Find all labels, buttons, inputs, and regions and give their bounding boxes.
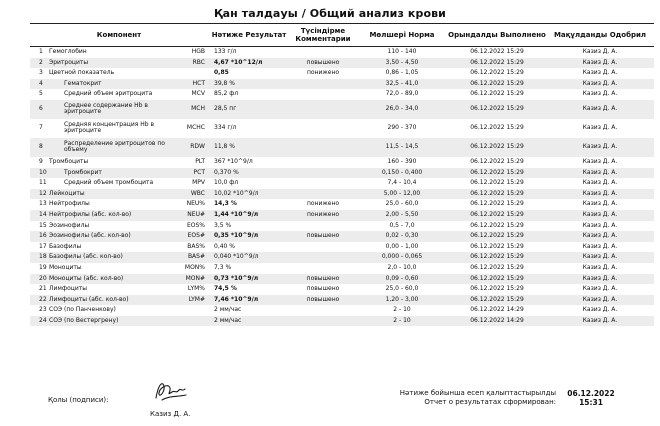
- comment-text: [290, 168, 356, 179]
- component-name: Средний объем эритроцита: [64, 90, 153, 98]
- results-table: [30, 23, 654, 326]
- norm-range: 7,4 - 10,4: [387, 179, 417, 187]
- component-name: Распределение эритроцитов по объему: [48, 138, 176, 157]
- approved-by: Казиз Д. А.: [582, 124, 618, 132]
- result-value: 0,73 *10^9/л: [208, 274, 290, 285]
- component-name: Базофилы (абс. кол-во): [48, 252, 176, 263]
- comment-text: [290, 89, 356, 100]
- performed-datetime: 06.12.2022 14:29: [470, 306, 524, 314]
- table-row: [30, 284, 654, 295]
- component-name: Базофилы: [49, 242, 82, 250]
- footer-time: 15:31: [579, 398, 603, 407]
- row-number: 6: [30, 100, 48, 119]
- table-row: [30, 221, 654, 232]
- approved-by: Казиз Д. А.: [582, 242, 618, 250]
- result-value: 7,3 %: [214, 264, 232, 271]
- approved-by: Казиз Д. А.: [546, 252, 654, 263]
- approved-by: Казиз Д. А.: [582, 264, 618, 271]
- component-code: MPV: [192, 179, 205, 187]
- table-row: [30, 68, 654, 79]
- component-code: MCHC: [186, 124, 205, 132]
- row-number: 23: [39, 306, 47, 314]
- component-code: [176, 305, 208, 316]
- component-code: EOS#: [176, 231, 208, 242]
- comment-text: [290, 221, 356, 232]
- component-code: PCT: [176, 168, 208, 179]
- component-code: MON#: [176, 274, 208, 285]
- row-number: 8: [30, 138, 48, 157]
- performed-datetime: 06.12.2022 15:29: [448, 295, 546, 306]
- approved-by: Казиз Д. А.: [546, 231, 654, 242]
- result-value: 367 *10^9/л: [214, 158, 253, 166]
- component-name: СОЭ (по Панченкову): [49, 306, 116, 314]
- approved-by: Казиз Д. А.: [546, 295, 654, 306]
- norm-range: 290 - 370: [387, 124, 417, 132]
- component-name: Среднее содержание Hb в эритроците: [48, 100, 176, 119]
- component-name: Моноциты (абс. кол-во): [48, 274, 176, 285]
- norm-range: 72,0 - 89,0: [385, 90, 419, 98]
- comment-text: [290, 316, 356, 327]
- norm-range: 3,50 - 4,50: [356, 58, 448, 69]
- component-code: WBC: [176, 189, 208, 200]
- result-value: 334 г/л: [214, 124, 237, 132]
- table-row: [30, 316, 654, 327]
- approved-by: Казиз Д. А.: [546, 58, 654, 69]
- col-header-comment: Түсіндірме Комментарии: [290, 24, 356, 47]
- approved-by: Казиз Д. А.: [582, 158, 618, 166]
- signer-name: Казиз Д. А.: [150, 410, 191, 418]
- component-code: NEU%: [186, 200, 205, 208]
- row-number: 18: [30, 252, 48, 263]
- approved-by: Казиз Д. А.: [582, 200, 618, 208]
- report-footer: [380, 389, 620, 407]
- norm-range: 1,20 - 3,00: [356, 295, 448, 306]
- performed-datetime: 06.12.2022 15:29: [470, 242, 524, 250]
- row-number: 17: [39, 242, 47, 250]
- approved-by: Казиз Д. А.: [582, 306, 618, 314]
- comment-text: [290, 100, 356, 119]
- row-number: 15: [39, 221, 47, 229]
- component-code: RDW: [176, 138, 208, 157]
- component-name: Моноциты: [49, 264, 82, 271]
- norm-range: 0,09 - 0,60: [356, 274, 448, 285]
- comment-text: [290, 119, 356, 138]
- norm-range: 2 - 10: [356, 316, 448, 327]
- norm-range: 2 - 10: [393, 306, 411, 314]
- component-code: NEU#: [176, 210, 208, 221]
- result-value: 3,5 %: [214, 221, 232, 229]
- signature-label: Қолы (подписи):: [48, 396, 109, 404]
- comment-text: [290, 242, 356, 253]
- result-value: 0,370 %: [208, 168, 290, 179]
- comment-text: [290, 252, 356, 263]
- component-code: [176, 316, 208, 327]
- comment-text: [290, 79, 356, 90]
- norm-range: 2,00 - 5,50: [356, 210, 448, 221]
- component-code: PLT: [195, 158, 205, 166]
- comment-text: [290, 138, 356, 157]
- row-number: 3: [39, 69, 43, 77]
- performed-datetime: 06.12.2022 15:29: [448, 231, 546, 242]
- approved-by: Казиз Д. А.: [582, 221, 618, 229]
- component-name: Тромбокрит: [48, 168, 176, 179]
- table-row: [30, 138, 654, 157]
- row-number: 16: [30, 231, 48, 242]
- norm-range: 5,00 - 12,00: [356, 189, 448, 200]
- norm-range: 110 - 140: [387, 48, 417, 56]
- component-code: [176, 68, 208, 79]
- component-name: Лейкоциты: [48, 189, 176, 200]
- norm-range: 25,0 - 60,0: [385, 200, 419, 208]
- performed-datetime: 06.12.2022 15:29: [448, 138, 546, 157]
- result-value: 0,35 *10^9/л: [208, 231, 290, 242]
- approved-by: Казиз Д. А.: [546, 316, 654, 327]
- performed-datetime: 06.12.2022 15:29: [448, 58, 546, 69]
- approved-by: Казиз Д. А.: [582, 179, 618, 187]
- result-value: 2 мм/час: [214, 306, 242, 314]
- component-name: Средний объем тромбоцита: [64, 179, 154, 187]
- row-number: 9: [39, 158, 43, 166]
- performed-datetime: 06.12.2022 15:29: [448, 168, 546, 179]
- performed-datetime: 06.12.2022 15:29: [470, 221, 524, 229]
- component-code: HGB: [191, 48, 205, 56]
- norm-range: 11,5 - 14,5: [356, 138, 448, 157]
- signature-image: [150, 376, 192, 408]
- result-value: 74,5 %: [214, 285, 237, 293]
- norm-range: 0,86 - 1,05: [385, 69, 419, 77]
- component-name: Эозинофилы: [49, 221, 90, 229]
- comment-text: повышено: [306, 285, 340, 293]
- row-number: 19: [39, 264, 47, 271]
- norm-range: 0,00 - 1,00: [385, 242, 419, 250]
- row-number: 22: [30, 295, 48, 306]
- result-value: 10,02 *10^9/л: [208, 189, 290, 200]
- result-value: 133 г/л: [214, 48, 237, 56]
- component-code: BAS#: [176, 252, 208, 263]
- component-code: LYM#: [176, 295, 208, 306]
- approved-by: Казиз Д. А.: [546, 100, 654, 119]
- comment-text: [290, 47, 356, 58]
- table-row: [30, 119, 654, 138]
- table-row: [30, 295, 654, 306]
- performed-datetime: 06.12.2022 15:29: [470, 124, 524, 132]
- footer-generated-label-kz: Нәтиже бойынша есеп қалыптастырылды: [399, 389, 556, 397]
- component-name: Эритроциты: [48, 58, 176, 69]
- result-value: 7,46 *10^9/л: [208, 295, 290, 306]
- performed-datetime: 06.12.2022 15:29: [448, 79, 546, 90]
- performed-datetime: 06.12.2022 15:29: [470, 48, 524, 56]
- comment-text: понижено: [306, 200, 340, 208]
- component-code: RBC: [176, 58, 208, 69]
- col-header-result: Нәтиже Результат: [208, 24, 290, 47]
- result-value: 1,44 *10^9/л: [208, 210, 290, 221]
- footer-date: 06.12.2022: [567, 389, 615, 398]
- component-code: HCT: [176, 79, 208, 90]
- approved-by: Казиз Д. А.: [582, 285, 618, 293]
- norm-range: 25,0 - 60,0: [385, 285, 419, 293]
- component-name: Лимфоциты (абс. кол-во): [48, 295, 176, 306]
- table-row: [30, 263, 654, 274]
- result-value: 0,40 %: [214, 242, 235, 250]
- performed-datetime: 06.12.2022 14:29: [448, 316, 546, 327]
- row-number: 24: [30, 316, 48, 327]
- row-number: 2: [30, 58, 48, 69]
- component-code: MCV: [191, 90, 205, 98]
- result-value: 10,0 фл: [214, 179, 239, 187]
- component-code: EOS%: [186, 221, 205, 229]
- comment-text: повышено: [290, 58, 356, 69]
- footer-generated-label-ru: Отчет о результатах сформирован:: [424, 398, 556, 406]
- approved-by: Казиз Д. А.: [546, 168, 654, 179]
- approved-by: Казиз Д. А.: [546, 274, 654, 285]
- comment-text: повышено: [290, 274, 356, 285]
- row-number: 20: [30, 274, 48, 285]
- approved-by: Казиз Д. А.: [582, 90, 618, 98]
- row-number: 21: [39, 285, 47, 293]
- row-number: 14: [30, 210, 48, 221]
- approved-by: Казиз Д. А.: [582, 69, 618, 77]
- norm-range: 0,02 - 0,30: [356, 231, 448, 242]
- comment-text: [290, 178, 356, 189]
- table-row: [30, 199, 654, 210]
- table-row: [30, 100, 654, 119]
- table-header-row: [30, 24, 654, 47]
- result-value: 14,3 %: [214, 200, 237, 208]
- performed-datetime: 06.12.2022 15:29: [470, 90, 524, 98]
- result-value: 4,67 *10^12/л: [208, 58, 290, 69]
- performed-datetime: 06.12.2022 15:29: [470, 69, 524, 77]
- result-value: 2 мм/час: [208, 316, 290, 327]
- component-name: Лимфоциты: [49, 285, 87, 293]
- table-row: [30, 252, 654, 263]
- component-name: Гематокрит: [48, 79, 176, 90]
- table-row: [30, 58, 654, 69]
- comment-text: [290, 305, 356, 316]
- performed-datetime: 06.12.2022 15:29: [470, 158, 524, 166]
- component-name: Гемоглобин: [49, 48, 87, 56]
- comment-text: понижено: [290, 210, 356, 221]
- performed-datetime: 06.12.2022 15:29: [448, 189, 546, 200]
- row-number: 12: [30, 189, 48, 200]
- component-name: Тромбоциты: [49, 158, 89, 166]
- norm-range: 160 - 390: [387, 158, 417, 166]
- performed-datetime: 06.12.2022 15:29: [448, 252, 546, 263]
- norm-range: 0,5 - 7,0: [389, 221, 415, 229]
- component-code: LYM%: [187, 285, 205, 293]
- component-name: Нейтрофилы: [49, 200, 90, 208]
- row-number: 13: [39, 200, 47, 208]
- col-header-approved: Мақұлданды Одобрил: [546, 24, 654, 47]
- approved-by: Казиз Д. А.: [546, 79, 654, 90]
- result-value: 0,040 *10^9/л: [208, 252, 290, 263]
- table-row: [30, 89, 654, 100]
- row-number: 1: [39, 48, 43, 56]
- approved-by: Казиз Д. А.: [546, 189, 654, 200]
- component-name: Нейтрофилы (абс. кол-во): [48, 210, 176, 221]
- result-value: 0,85: [214, 69, 229, 77]
- table-row: [30, 305, 654, 316]
- norm-range: 2,0 - 10,0: [387, 264, 417, 271]
- performed-datetime: 06.12.2022 15:29: [448, 100, 546, 119]
- comment-text: повышено: [290, 295, 356, 306]
- approved-by: Казиз Д. А.: [546, 138, 654, 157]
- table-row: [30, 231, 654, 242]
- performed-datetime: 06.12.2022 15:29: [448, 210, 546, 221]
- norm-range: 0,150 - 0,400: [356, 168, 448, 179]
- comment-text: понижено: [306, 69, 340, 77]
- component-code: MON%: [184, 264, 205, 271]
- table-row: [30, 178, 654, 189]
- col-header-norm: Мөлшері Норма: [356, 24, 448, 47]
- performed-datetime: 06.12.2022 15:29: [448, 274, 546, 285]
- comment-text: повышено: [290, 231, 356, 242]
- row-number: 11: [39, 179, 47, 187]
- comment-text: [290, 189, 356, 200]
- result-value: 85,2 фл: [214, 90, 239, 98]
- component-name: Средняя концентрация Hb в эритроците: [64, 121, 155, 135]
- comment-text: [290, 263, 356, 274]
- norm-range: 32,5 - 41,0: [356, 79, 448, 90]
- report-title: Қан талдауы / Общий анализ крови: [214, 7, 446, 20]
- result-value: 28,5 пг: [208, 100, 290, 119]
- performed-datetime: 06.12.2022 15:29: [470, 200, 524, 208]
- table-row: [30, 79, 654, 90]
- component-name: Эозинофилы (абс. кол-во): [48, 231, 176, 242]
- approved-by: Казиз Д. А.: [582, 48, 618, 56]
- component-name: СОЭ (по Вестергрену): [48, 316, 176, 327]
- table-row: [30, 242, 654, 253]
- row-number: 4: [30, 79, 48, 90]
- row-number: 7: [39, 124, 43, 132]
- table-row: [30, 210, 654, 221]
- performed-datetime: 06.12.2022 15:29: [470, 179, 524, 187]
- table-row: [30, 168, 654, 179]
- component-code: BAS%: [187, 242, 205, 250]
- comment-text: [290, 157, 356, 168]
- approved-by: Казиз Д. А.: [546, 210, 654, 221]
- result-value: 39,8 %: [208, 79, 290, 90]
- performed-datetime: 06.12.2022 15:29: [470, 264, 524, 271]
- norm-range: 0,000 - 0,065: [356, 252, 448, 263]
- col-header-component: Компонент: [30, 24, 208, 47]
- component-name: Цветной показатель: [49, 69, 115, 77]
- norm-range: 26,0 - 34,0: [356, 100, 448, 119]
- table-row: [30, 274, 654, 285]
- row-number: 10: [30, 168, 48, 179]
- result-value: 11,8 %: [208, 138, 290, 157]
- col-header-done: Орындалды Выполнено: [448, 24, 546, 47]
- component-code: MCH: [176, 100, 208, 119]
- row-number: 5: [39, 90, 43, 98]
- table-row: [30, 157, 654, 168]
- table-row: [30, 47, 654, 58]
- performed-datetime: 06.12.2022 15:29: [470, 285, 524, 293]
- table-row: [30, 189, 654, 200]
